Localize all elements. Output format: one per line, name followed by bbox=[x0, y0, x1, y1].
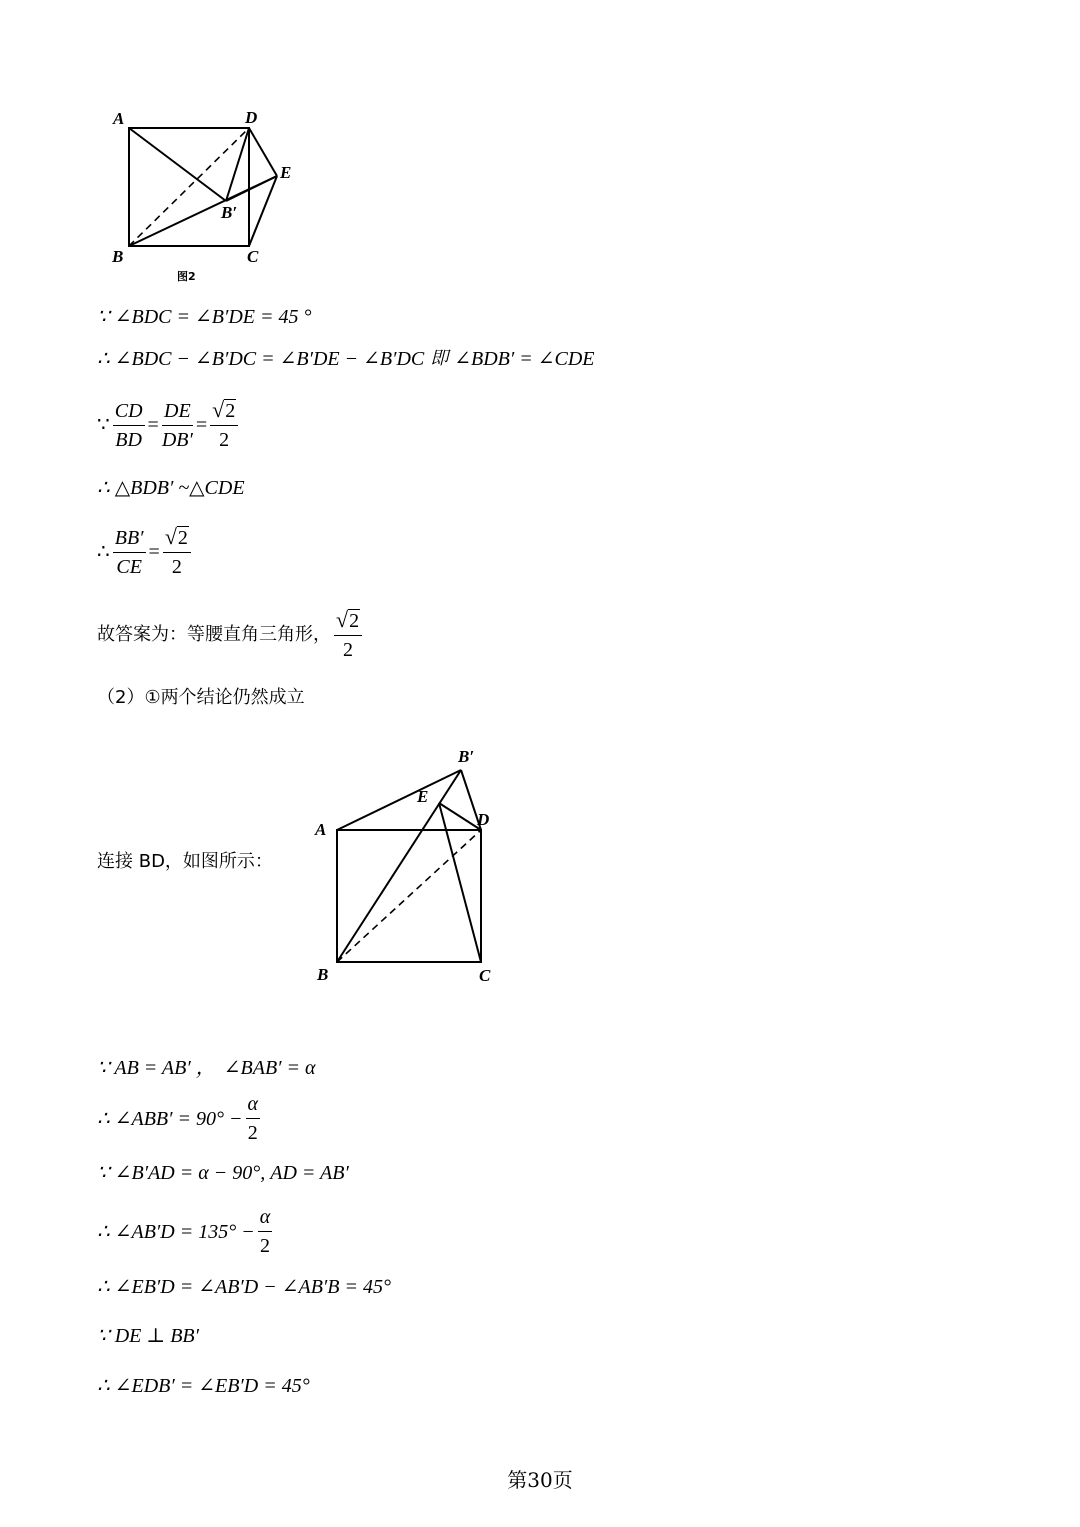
step-result: ∴ $\frac{BB'}{CE}$ = √ 2 2 bbox=[97, 525, 194, 579]
label-C-2: C bbox=[479, 966, 491, 985]
label-Bp: B′ bbox=[221, 203, 238, 222]
step2-line1: ∵ AB = AB′ ， ∠BAB′ = α bbox=[97, 1057, 316, 1079]
step2-line3: ∵ ∠B′AD = α − 90°, AD = AB′ bbox=[97, 1162, 349, 1184]
label-B: B bbox=[112, 247, 124, 266]
page-footer: 第30页 bbox=[507, 1468, 573, 1492]
label-E: E bbox=[280, 163, 292, 182]
step-since-angle: ∵ ∠BDC = ∠B′DE = 45 ° bbox=[97, 306, 312, 328]
figure-2-diagram bbox=[100, 100, 310, 290]
segment-d-e bbox=[249, 128, 277, 176]
step2-line4: ∴ ∠AB′D = 135° − $\frac{\alpha}{2}$ bbox=[97, 1206, 271, 1257]
label-A-2: A bbox=[315, 820, 327, 839]
step-similar: ∴ △BDB′ ~△CDE bbox=[97, 477, 245, 499]
label-B-2: B bbox=[317, 965, 329, 984]
label-Bp-2: B′ bbox=[458, 747, 475, 766]
answer-line: 故答案为：等腰直角三角形， √ 2 2 bbox=[97, 608, 365, 662]
figure-caption: 图2 bbox=[177, 270, 196, 283]
figure-3-diagram bbox=[305, 740, 505, 990]
label-A: A bbox=[113, 109, 125, 128]
step-ratio: ∵ $\frac{CD}{BD}$ = $\frac{DE}{DB'}$ = √ 2 2 bbox=[97, 398, 241, 452]
step2-line5: ∴ ∠EB′D = ∠AB′D − ∠AB′B = 45° bbox=[97, 1276, 392, 1298]
step-therefore-angle: ∴ ∠BDC − ∠B′DC = ∠B′DE − ∠B′DC 即 ∠BDB′ = ∠CDE bbox=[97, 348, 595, 370]
step2-line6: ∵ DE ⊥ BB′ bbox=[97, 1325, 200, 1347]
connect-text: 连接 BD，如图所示： bbox=[97, 851, 273, 872]
label-D: D bbox=[245, 108, 258, 127]
label-D-2: D bbox=[477, 810, 490, 829]
segment-b-bp bbox=[337, 770, 461, 962]
part2-heading: （2）①两个结论仍然成立 bbox=[97, 687, 305, 708]
label-C: C bbox=[247, 247, 259, 266]
segment-a-bp bbox=[129, 128, 226, 201]
label-E-2: E bbox=[417, 787, 429, 806]
segment-b-e bbox=[129, 176, 277, 246]
step2-line2: ∴ ∠ABB′ = 90° − $\frac{\alpha}{2}$ bbox=[97, 1093, 258, 1144]
step2-line7: ∴ ∠EDB′ = ∠EB′D = 45° bbox=[97, 1375, 310, 1397]
